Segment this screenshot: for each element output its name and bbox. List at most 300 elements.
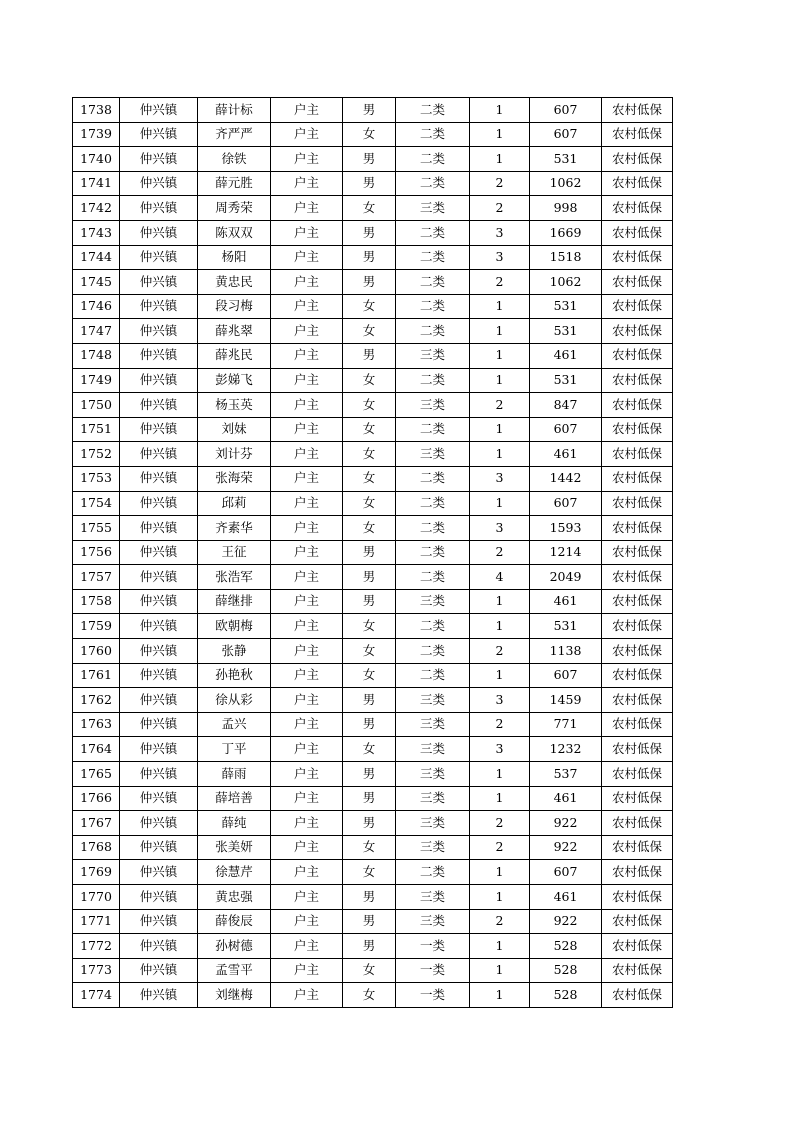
category-cell: 二类: [396, 270, 470, 295]
assistance-type-cell: 农村低保: [602, 614, 673, 639]
household-size-cell: 3: [470, 245, 530, 270]
assistance-type-cell: 农村低保: [602, 245, 673, 270]
relation-cell: 户主: [271, 98, 343, 123]
relation-cell: 户主: [271, 343, 343, 368]
household-size-cell: 1: [470, 343, 530, 368]
category-cell: 三类: [396, 762, 470, 787]
serial-number-cell: 1760: [73, 639, 120, 664]
township-cell: 仲兴镇: [120, 589, 198, 614]
relation-cell: 户主: [271, 442, 343, 467]
household-size-cell: 2: [470, 171, 530, 196]
gender-cell: 女: [343, 368, 396, 393]
township-cell: 仲兴镇: [120, 663, 198, 688]
table-row: [73, 220, 673, 245]
township-cell: 仲兴镇: [120, 491, 198, 516]
category-cell: 二类: [396, 122, 470, 147]
serial-number-cell: 1768: [73, 835, 120, 860]
gender-cell: 女: [343, 466, 396, 491]
table-row: [73, 516, 673, 541]
relation-cell: 户主: [271, 614, 343, 639]
household-size-cell: 2: [470, 835, 530, 860]
serial-number-cell: 1765: [73, 762, 120, 787]
household-size-cell: 2: [470, 712, 530, 737]
serial-number-cell: 1762: [73, 688, 120, 713]
assistance-type-cell: 农村低保: [602, 762, 673, 787]
serial-number-cell: 1750: [73, 393, 120, 418]
table-row: [73, 466, 673, 491]
table-row: [73, 712, 673, 737]
table-row: [73, 663, 673, 688]
table-row: [73, 737, 673, 762]
name-cell: 张静: [198, 639, 271, 664]
category-cell: 三类: [396, 688, 470, 713]
amount-cell: 607: [530, 860, 602, 885]
household-size-cell: 1: [470, 934, 530, 959]
document-page: [72, 97, 673, 1008]
category-cell: 三类: [396, 737, 470, 762]
category-cell: 二类: [396, 639, 470, 664]
name-cell: 丁平: [198, 737, 271, 762]
relation-cell: 户主: [271, 540, 343, 565]
category-cell: 二类: [396, 245, 470, 270]
assistance-type-cell: 农村低保: [602, 934, 673, 959]
amount-cell: 607: [530, 491, 602, 516]
assistance-type-cell: 农村低保: [602, 466, 673, 491]
assistance-type-cell: 农村低保: [602, 368, 673, 393]
amount-cell: 461: [530, 885, 602, 910]
township-cell: 仲兴镇: [120, 319, 198, 344]
township-cell: 仲兴镇: [120, 835, 198, 860]
assistance-type-cell: 农村低保: [602, 565, 673, 590]
township-cell: 仲兴镇: [120, 565, 198, 590]
relation-cell: 户主: [271, 294, 343, 319]
assistance-type-cell: 农村低保: [602, 811, 673, 836]
gender-cell: 女: [343, 639, 396, 664]
table-row: [73, 639, 673, 664]
amount-cell: 1669: [530, 220, 602, 245]
gender-cell: 女: [343, 516, 396, 541]
serial-number-cell: 1757: [73, 565, 120, 590]
table-row: [73, 589, 673, 614]
name-cell: 薛计标: [198, 98, 271, 123]
township-cell: 仲兴镇: [120, 171, 198, 196]
relation-cell: 户主: [271, 171, 343, 196]
assistance-type-cell: 农村低保: [602, 712, 673, 737]
assistance-type-cell: 农村低保: [602, 909, 673, 934]
amount-cell: 1232: [530, 737, 602, 762]
gender-cell: 女: [343, 294, 396, 319]
amount-cell: 1062: [530, 171, 602, 196]
name-cell: 孟雪平: [198, 958, 271, 983]
township-cell: 仲兴镇: [120, 737, 198, 762]
category-cell: 三类: [396, 442, 470, 467]
relation-cell: 户主: [271, 319, 343, 344]
township-cell: 仲兴镇: [120, 245, 198, 270]
serial-number-cell: 1752: [73, 442, 120, 467]
category-cell: 二类: [396, 491, 470, 516]
household-size-cell: 3: [470, 516, 530, 541]
township-cell: 仲兴镇: [120, 368, 198, 393]
category-cell: 二类: [396, 860, 470, 885]
name-cell: 薛继排: [198, 589, 271, 614]
township-cell: 仲兴镇: [120, 393, 198, 418]
assistance-type-cell: 农村低保: [602, 983, 673, 1008]
amount-cell: 531: [530, 294, 602, 319]
household-size-cell: 1: [470, 663, 530, 688]
amount-cell: 531: [530, 368, 602, 393]
serial-number-cell: 1756: [73, 540, 120, 565]
township-cell: 仲兴镇: [120, 860, 198, 885]
assistance-type-cell: 农村低保: [602, 393, 673, 418]
relation-cell: 户主: [271, 491, 343, 516]
township-cell: 仲兴镇: [120, 466, 198, 491]
household-size-cell: 1: [470, 294, 530, 319]
assistance-type-cell: 农村低保: [602, 860, 673, 885]
township-cell: 仲兴镇: [120, 98, 198, 123]
category-cell: 二类: [396, 220, 470, 245]
township-cell: 仲兴镇: [120, 270, 198, 295]
relation-cell: 户主: [271, 589, 343, 614]
table-row: [73, 417, 673, 442]
category-cell: 二类: [396, 565, 470, 590]
household-size-cell: 1: [470, 614, 530, 639]
serial-number-cell: 1759: [73, 614, 120, 639]
name-cell: 刘妹: [198, 417, 271, 442]
category-cell: 一类: [396, 958, 470, 983]
assistance-type-cell: 农村低保: [602, 417, 673, 442]
category-cell: 三类: [396, 343, 470, 368]
relation-cell: 户主: [271, 737, 343, 762]
table-row: [73, 934, 673, 959]
household-size-cell: 1: [470, 417, 530, 442]
household-size-cell: 2: [470, 811, 530, 836]
relation-cell: 户主: [271, 466, 343, 491]
amount-cell: 1138: [530, 639, 602, 664]
amount-cell: 528: [530, 934, 602, 959]
amount-cell: 1062: [530, 270, 602, 295]
serial-number-cell: 1747: [73, 319, 120, 344]
serial-number-cell: 1754: [73, 491, 120, 516]
assistance-type-cell: 农村低保: [602, 343, 673, 368]
amount-cell: 531: [530, 614, 602, 639]
assistance-type-cell: 农村低保: [602, 147, 673, 172]
township-cell: 仲兴镇: [120, 442, 198, 467]
relation-cell: 户主: [271, 983, 343, 1008]
amount-cell: 1214: [530, 540, 602, 565]
table-row: [73, 171, 673, 196]
name-cell: 薛兆民: [198, 343, 271, 368]
household-size-cell: 2: [470, 540, 530, 565]
gender-cell: 女: [343, 442, 396, 467]
serial-number-cell: 1745: [73, 270, 120, 295]
gender-cell: 女: [343, 319, 396, 344]
gender-cell: 男: [343, 540, 396, 565]
household-size-cell: 3: [470, 466, 530, 491]
gender-cell: 女: [343, 614, 396, 639]
relation-cell: 户主: [271, 220, 343, 245]
amount-cell: 922: [530, 909, 602, 934]
category-cell: 二类: [396, 614, 470, 639]
amount-cell: 461: [530, 786, 602, 811]
serial-number-cell: 1739: [73, 122, 120, 147]
relation-cell: 户主: [271, 639, 343, 664]
relation-cell: 户主: [271, 196, 343, 221]
category-cell: 二类: [396, 466, 470, 491]
gender-cell: 女: [343, 860, 396, 885]
name-cell: 王征: [198, 540, 271, 565]
amount-cell: 528: [530, 983, 602, 1008]
household-size-cell: 1: [470, 98, 530, 123]
category-cell: 三类: [396, 835, 470, 860]
household-size-cell: 2: [470, 639, 530, 664]
name-cell: 孟兴: [198, 712, 271, 737]
category-cell: 三类: [396, 712, 470, 737]
table-row: [73, 122, 673, 147]
name-cell: 孙艳秋: [198, 663, 271, 688]
relation-cell: 户主: [271, 270, 343, 295]
township-cell: 仲兴镇: [120, 417, 198, 442]
name-cell: 黄忠民: [198, 270, 271, 295]
assistance-type-cell: 农村低保: [602, 171, 673, 196]
gender-cell: 女: [343, 491, 396, 516]
relation-cell: 户主: [271, 762, 343, 787]
relation-cell: 户主: [271, 565, 343, 590]
category-cell: 二类: [396, 98, 470, 123]
assistance-type-cell: 农村低保: [602, 885, 673, 910]
category-cell: 一类: [396, 934, 470, 959]
table-row: [73, 835, 673, 860]
assistance-type-cell: 农村低保: [602, 663, 673, 688]
table-row: [73, 147, 673, 172]
amount-cell: 461: [530, 589, 602, 614]
category-cell: 三类: [396, 811, 470, 836]
serial-number-cell: 1741: [73, 171, 120, 196]
assistance-type-cell: 农村低保: [602, 639, 673, 664]
category-cell: 三类: [396, 589, 470, 614]
category-cell: 二类: [396, 663, 470, 688]
assistance-type-cell: 农村低保: [602, 196, 673, 221]
name-cell: 杨阳: [198, 245, 271, 270]
household-size-cell: 1: [470, 983, 530, 1008]
table-row: [73, 909, 673, 934]
amount-cell: 1459: [530, 688, 602, 713]
township-cell: 仲兴镇: [120, 343, 198, 368]
gender-cell: 男: [343, 220, 396, 245]
table-row: [73, 270, 673, 295]
gender-cell: 男: [343, 270, 396, 295]
amount-cell: 607: [530, 663, 602, 688]
amount-cell: 607: [530, 417, 602, 442]
township-cell: 仲兴镇: [120, 885, 198, 910]
household-size-cell: 1: [470, 885, 530, 910]
relation-cell: 户主: [271, 885, 343, 910]
household-size-cell: 1: [470, 786, 530, 811]
gender-cell: 男: [343, 245, 396, 270]
relation-cell: 户主: [271, 860, 343, 885]
category-cell: 二类: [396, 417, 470, 442]
table-row: [73, 811, 673, 836]
table-row: [73, 614, 673, 639]
household-size-cell: 2: [470, 196, 530, 221]
gender-cell: 男: [343, 712, 396, 737]
amount-cell: 607: [530, 98, 602, 123]
relation-cell: 户主: [271, 712, 343, 737]
serial-number-cell: 1770: [73, 885, 120, 910]
assistance-type-cell: 农村低保: [602, 835, 673, 860]
table-row: [73, 343, 673, 368]
serial-number-cell: 1766: [73, 786, 120, 811]
relation-cell: 户主: [271, 122, 343, 147]
gender-cell: 女: [343, 196, 396, 221]
assistance-type-cell: 农村低保: [602, 540, 673, 565]
gender-cell: 男: [343, 171, 396, 196]
township-cell: 仲兴镇: [120, 762, 198, 787]
table-row: [73, 958, 673, 983]
table-row: [73, 565, 673, 590]
gender-cell: 女: [343, 393, 396, 418]
serial-number-cell: 1764: [73, 737, 120, 762]
name-cell: 刘计芬: [198, 442, 271, 467]
name-cell: 徐慧芹: [198, 860, 271, 885]
township-cell: 仲兴镇: [120, 639, 198, 664]
table-row: [73, 442, 673, 467]
relation-cell: 户主: [271, 147, 343, 172]
amount-cell: 531: [530, 319, 602, 344]
relation-cell: 户主: [271, 786, 343, 811]
category-cell: 三类: [396, 885, 470, 910]
household-size-cell: 1: [470, 319, 530, 344]
household-size-cell: 1: [470, 491, 530, 516]
household-size-cell: 3: [470, 220, 530, 245]
table-row: [73, 294, 673, 319]
serial-number-cell: 1767: [73, 811, 120, 836]
name-cell: 薛元胜: [198, 171, 271, 196]
amount-cell: 1442: [530, 466, 602, 491]
name-cell: 段习梅: [198, 294, 271, 319]
name-cell: 刘继梅: [198, 983, 271, 1008]
amount-cell: 998: [530, 196, 602, 221]
household-size-cell: 1: [470, 147, 530, 172]
table-row: [73, 688, 673, 713]
serial-number-cell: 1763: [73, 712, 120, 737]
relation-cell: 户主: [271, 516, 343, 541]
household-size-cell: 3: [470, 737, 530, 762]
assistance-type-cell: 农村低保: [602, 958, 673, 983]
name-cell: 张浩军: [198, 565, 271, 590]
township-cell: 仲兴镇: [120, 688, 198, 713]
serial-number-cell: 1740: [73, 147, 120, 172]
township-cell: 仲兴镇: [120, 294, 198, 319]
name-cell: 黄忠强: [198, 885, 271, 910]
amount-cell: 461: [530, 442, 602, 467]
assistance-type-cell: 农村低保: [602, 688, 673, 713]
table-row: [73, 762, 673, 787]
amount-cell: 1593: [530, 516, 602, 541]
gender-cell: 女: [343, 417, 396, 442]
assistance-type-cell: 农村低保: [602, 98, 673, 123]
table-body: [73, 98, 673, 1008]
amount-cell: 1518: [530, 245, 602, 270]
household-size-cell: 4: [470, 565, 530, 590]
amount-cell: 607: [530, 122, 602, 147]
table-row: [73, 196, 673, 221]
assistance-type-cell: 农村低保: [602, 270, 673, 295]
gender-cell: 男: [343, 786, 396, 811]
household-size-cell: 1: [470, 589, 530, 614]
amount-cell: 2049: [530, 565, 602, 590]
category-cell: 二类: [396, 171, 470, 196]
category-cell: 三类: [396, 196, 470, 221]
name-cell: 徐铁: [198, 147, 271, 172]
township-cell: 仲兴镇: [120, 934, 198, 959]
name-cell: 齐素华: [198, 516, 271, 541]
township-cell: 仲兴镇: [120, 220, 198, 245]
amount-cell: 537: [530, 762, 602, 787]
relation-cell: 户主: [271, 663, 343, 688]
serial-number-cell: 1749: [73, 368, 120, 393]
gender-cell: 女: [343, 663, 396, 688]
township-cell: 仲兴镇: [120, 614, 198, 639]
serial-number-cell: 1755: [73, 516, 120, 541]
serial-number-cell: 1751: [73, 417, 120, 442]
serial-number-cell: 1771: [73, 909, 120, 934]
gender-cell: 男: [343, 934, 396, 959]
serial-number-cell: 1753: [73, 466, 120, 491]
category-cell: 三类: [396, 786, 470, 811]
gender-cell: 男: [343, 909, 396, 934]
household-size-cell: 1: [470, 368, 530, 393]
assistance-type-cell: 农村低保: [602, 737, 673, 762]
gender-cell: 女: [343, 983, 396, 1008]
township-cell: 仲兴镇: [120, 811, 198, 836]
relation-cell: 户主: [271, 688, 343, 713]
name-cell: 彭娣飞: [198, 368, 271, 393]
table-row: [73, 368, 673, 393]
table-row: [73, 393, 673, 418]
serial-number-cell: 1738: [73, 98, 120, 123]
name-cell: 薛兆翠: [198, 319, 271, 344]
table-row: [73, 245, 673, 270]
relation-cell: 户主: [271, 909, 343, 934]
name-cell: 欧朝梅: [198, 614, 271, 639]
name-cell: 徐从彩: [198, 688, 271, 713]
household-size-cell: 1: [470, 122, 530, 147]
household-size-cell: 2: [470, 393, 530, 418]
name-cell: 张海荣: [198, 466, 271, 491]
name-cell: 张美妍: [198, 835, 271, 860]
table-row: [73, 491, 673, 516]
township-cell: 仲兴镇: [120, 122, 198, 147]
serial-number-cell: 1744: [73, 245, 120, 270]
relation-cell: 户主: [271, 811, 343, 836]
gender-cell: 女: [343, 122, 396, 147]
category-cell: 三类: [396, 393, 470, 418]
amount-cell: 531: [530, 147, 602, 172]
assistance-type-cell: 农村低保: [602, 319, 673, 344]
assistance-type-cell: 农村低保: [602, 491, 673, 516]
table-row: [73, 98, 673, 123]
township-cell: 仲兴镇: [120, 983, 198, 1008]
household-size-cell: 1: [470, 860, 530, 885]
serial-number-cell: 1773: [73, 958, 120, 983]
township-cell: 仲兴镇: [120, 909, 198, 934]
serial-number-cell: 1772: [73, 934, 120, 959]
category-cell: 二类: [396, 319, 470, 344]
relation-cell: 户主: [271, 417, 343, 442]
table-row: [73, 983, 673, 1008]
assistance-type-cell: 农村低保: [602, 294, 673, 319]
assistance-type-cell: 农村低保: [602, 786, 673, 811]
